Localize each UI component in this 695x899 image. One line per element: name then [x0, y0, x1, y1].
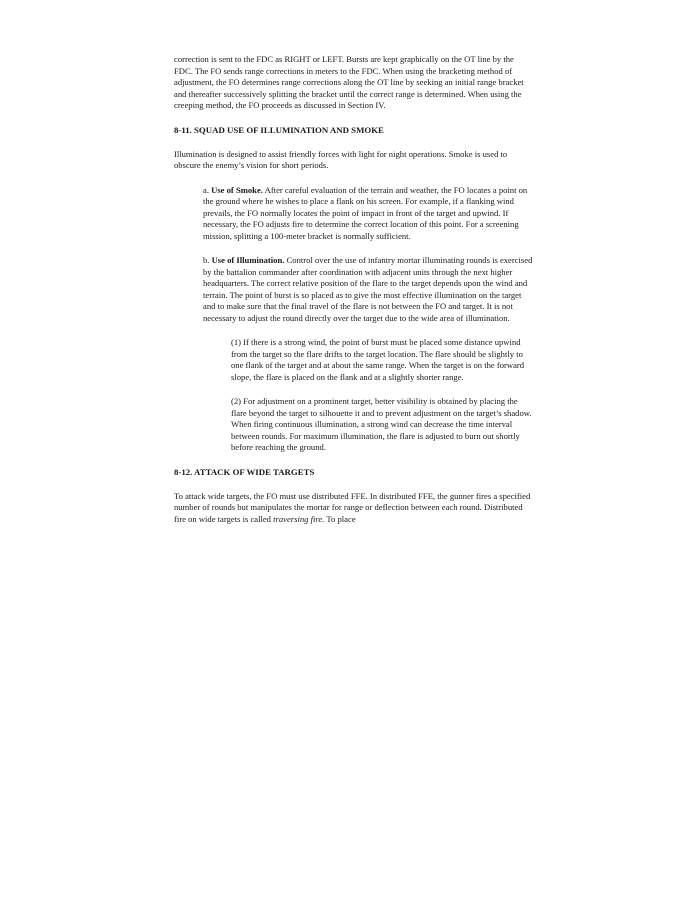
section-heading-8-12: 8-12. ATTACK OF WIDE TARGETS	[174, 466, 315, 477]
subparagraph-a-title: Use of Smoke.	[211, 184, 263, 195]
subparagraph-b-title: Use of Illumination.	[211, 255, 285, 265]
subparagraph-a-prefix: a.	[203, 184, 212, 195]
subparagraph-b-2: (2) For adjustment on a prominent target, better visibility is obtained by placing the flare beyond the target to silhouette it and to prevent adjustment on the target’s shadow. When firing continuous illumination, a strong wind can decrease the time interval between rounds. For maximum illumination, the flare is adjusted to burn out shortly before reaching the ground.	[231, 396, 532, 452]
subparagraph-b-illumination	[203, 255, 534, 324]
continuation-paragraph: correction is sent to the FDC as RIGHT or LEFT. Bursts are kept graphically on the OT line by the FDC. The FO sends range corrections in meters to the FDC. When using the bracketing method of adjustment, the FO determines range corrections along the OT line by seeking an initial range bracket and thereafter successively splitting the bracket until the correct range is determined. When using the creeping method, the FO proceeds as discussed in Section IV.	[174, 54, 524, 110]
traversing-fire-term: traversing fire.	[273, 513, 325, 524]
text-column	[174, 54, 534, 525]
subparagraph-b-1: (1) If there is a strong wind, the point of burst must be placed some distance upwind from the target so the flare drifts to the target location. The flare should be slightly to one flank of the target and at about the same range. When the target is on the forward slope, the flare is placed on the flank and at a slightly shorter range.	[231, 337, 525, 382]
subparagraph-b-text: Control over the use of infantry mortar illuminating rounds is exercised by the battalion commander after coordination with adjacent units through the next higher headquarters. The correct relative position of the flare to the target depends upon the wind and terrain. The point of burst is so placed as to give the most effective illumination on the target and to make sure that the final travel of the flare is not between the FO and target. It is not necessary to adjust the round directly over the target due to the wide area of illumination.	[203, 255, 533, 323]
subparagraph-a-text: After careful evaluation of the terrain and weather, the FO locates a point on the ground where he wishes to place a flank on his screen. For example, if a flanking wind prevails, the FO normally locates the point of impact in front of the target and upwind. If necessary, the FO adjusts fire to determine the correct location of this point. For a screening mission, splitting a 100-meter bracket is normally sufficient.	[203, 184, 528, 241]
subparagraph-a-smoke	[203, 185, 534, 243]
section-8-12-paragraph	[174, 491, 534, 526]
section-8-12-text-after: To place	[324, 513, 356, 524]
section-heading-8-11: 8-11. SQUAD USE OF ILLUMINATION AND SMOKE	[174, 124, 384, 135]
section-8-11-intro: Illumination is designed to assist friendly forces with light for night operations. Smoke is used to obscure the enemy’s vision for short periods.	[174, 148, 508, 170]
subparagraph-b-prefix: b.	[203, 255, 212, 265]
section-8-12-text-before: To attack wide targets, the FO must use distributed FFE. In distributed FFE, the gunner fires a specified number of rounds but manipulates the mortar for range or deflection between each round. Distributed fire on wide targets is called	[174, 490, 531, 524]
